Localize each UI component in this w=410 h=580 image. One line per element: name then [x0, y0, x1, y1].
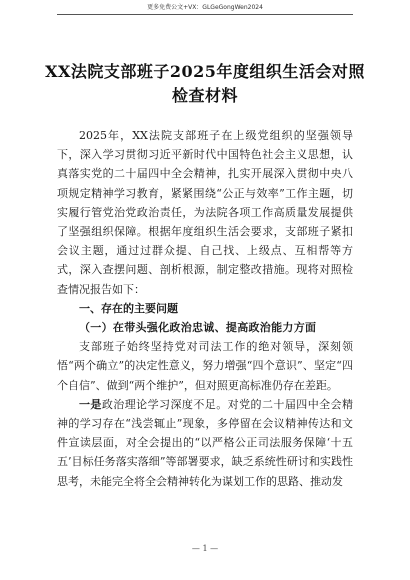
section-heading: 一、存在的主要问题 — [79, 301, 178, 315]
body-paragraph-point-one — [57, 395, 353, 491]
body-paragraph: 支部班子始终坚持党对司法工作的绝对领导，深刻领悟“两个确立”的决定性意义，努力增强“四个意识”、坚定“四个自信”、做到“两个维护”，但对照更高标准仍存在差距。 — [57, 340, 353, 392]
page-number: — 1 — — [191, 544, 219, 553]
subsection-heading: （一）在带头强化政治忠诚、提高政治能力方面 — [79, 321, 317, 335]
document-title: XX法院支部班子2025年度组织生活会对照检查材料 — [45, 62, 365, 105]
header-divider — [57, 14, 353, 15]
point-text: 政治理论学习深度不足。对党的二十届四中全会精神的学习存在“浅尝辄止”现象，多停留在会议精神传达和文件宣读层面，对全会提出的“以严格公正司法服务保障‘十五五’目标任务落实落细”等部署要求，缺乏系统性研讨和实践性思考，未能完全将全会精神转化为谋划工作的思路、推动发 — [57, 397, 354, 488]
top-banner: 更多免费公文+VX：GLGeGongWen2024 — [147, 4, 263, 11]
intro-paragraph: 2025年，XX法院支部班子在上级党组织的坚强领导下，深入学习贯彻习近平新时代中国特色社会主义思想，认真落实党的二十届四中全会精神，扎实开展深入贯彻中央八项规定精神学习教育，紧紧围绕“公正与效率”工作主题，切实履行管党治党政治责任，为法院各项工作高质量发展提供了坚强组织保障。根据年度组织生活会要求，支部班子紧扣会议主题，通过过群众提、自己找、上级点、互相帮等方式，深入查摆问题、剖析根源，制定整改措施。现将对照检查情况报告如下： — [57, 129, 353, 296]
point-lead: 一是 — [79, 397, 102, 411]
document-body — [57, 126, 353, 491]
